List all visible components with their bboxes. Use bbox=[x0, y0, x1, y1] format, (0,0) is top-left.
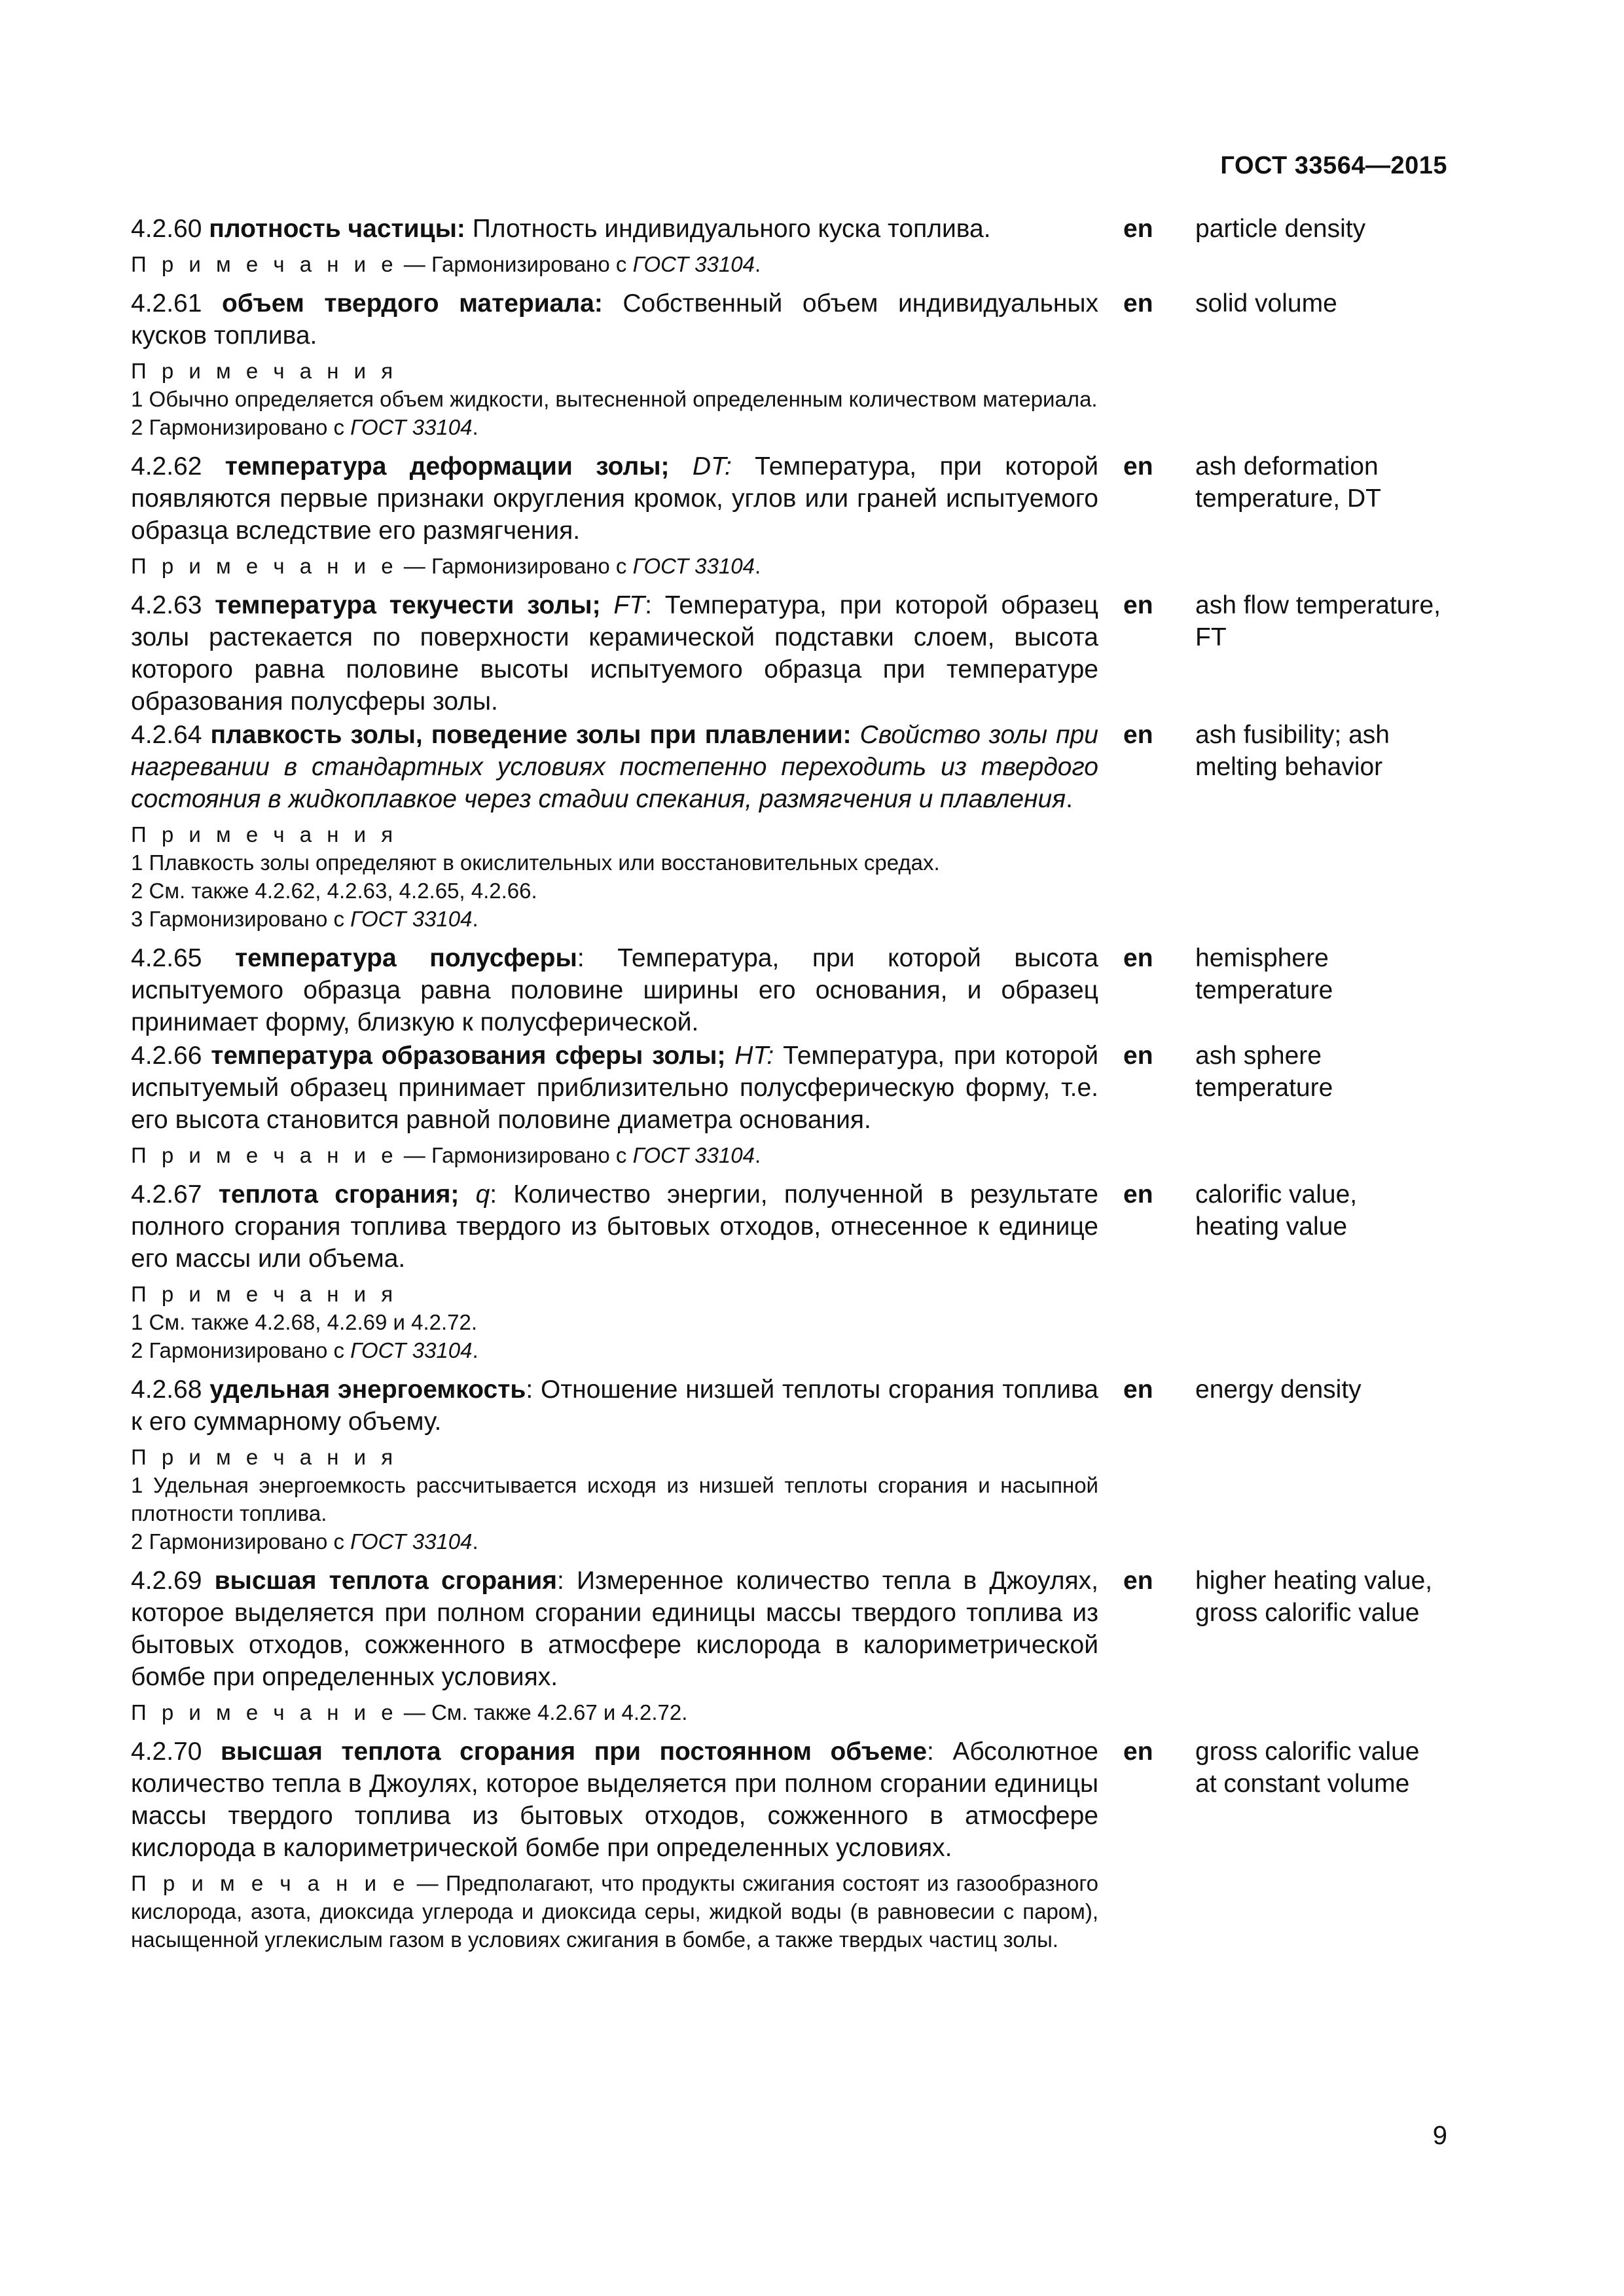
term-note: П р и м е ч а н и е — Гармонизировано с ГОСТ 33104. bbox=[131, 1143, 761, 1167]
term-notes: П р и м е ч а н и я 1 См. также 4.2.68, 4.2.69 и 4.2.72. 2 Гармонизировано с ГОСТ 33104. bbox=[131, 1282, 478, 1362]
term-note: П р и м е ч а н и е — Гармонизировано с ГОСТ 33104. bbox=[131, 554, 761, 578]
page-number: 9 bbox=[1432, 2121, 1447, 2150]
term-notes: П р и м е ч а н и я 1 Плавкость золы определяют в окислительных или восстановительных средах. 2 См. также 4.2.62, 4.2.63, 4.2.65, 4.2.66. 3 Гармонизировано с ГОСТ 33104. bbox=[131, 822, 940, 931]
term-definition: : Абсолютное количество тепла в Джоулях, которое выделяется при полном сгорании единицы массы твердого топлива из бытовых отходов, сожженного в атмосфере кислорода в калориметрической бомбе при определенных условиях. bbox=[131, 1738, 1098, 1862]
term-name: теплота сгорания; bbox=[218, 1180, 460, 1209]
language-label: en bbox=[1123, 591, 1153, 619]
english-equivalent: ash flow temperature, FT bbox=[1195, 591, 1441, 651]
gost-reference: ГОСТ 33104 bbox=[632, 1143, 755, 1167]
english-equivalent: ash fusibility; ash melting behavior bbox=[1195, 721, 1390, 781]
term-number: 4.2.64 bbox=[131, 721, 211, 749]
term-entry-4-2-69 bbox=[131, 1565, 1447, 1726]
gost-reference: ГОСТ 33104 bbox=[350, 1338, 473, 1362]
term-abbreviation: q bbox=[459, 1180, 490, 1209]
language-label: en bbox=[1123, 1376, 1153, 1404]
english-equivalent: calorific value, heating value bbox=[1195, 1180, 1358, 1241]
term-number: 4.2.69 bbox=[131, 1567, 215, 1595]
term-entry-4-2-68 bbox=[131, 1374, 1447, 1556]
term-definition: Свойство золы при нагревании в стандартных условиях постепенно переходить из твердого состояния в жидкоплавкое через стадии спекания, размягчения и плавления bbox=[131, 721, 1098, 813]
term-name: температура деформации золы; bbox=[225, 452, 670, 481]
term-note: П р и м е ч а н и е — Гармонизировано с ГОСТ 33104. bbox=[131, 252, 761, 276]
language-label: en bbox=[1123, 452, 1153, 481]
term-number: 4.2.63 bbox=[131, 591, 215, 619]
term-entry-4-2-63 bbox=[131, 589, 1447, 718]
term-definition: : Отношение низшей теплоты сгорания топлива к его суммарному объему. bbox=[131, 1376, 1098, 1436]
language-label: en bbox=[1123, 1567, 1153, 1595]
english-equivalent: particle density bbox=[1195, 215, 1366, 243]
language-label: en bbox=[1123, 1042, 1153, 1070]
term-definition: Плотность индивидуального куска топлива. bbox=[465, 215, 991, 243]
term-name: температура текучести золы; bbox=[215, 591, 601, 619]
english-equivalent: ash sphere temperature bbox=[1195, 1042, 1333, 1102]
term-abbreviation: DT: bbox=[669, 452, 732, 481]
gost-reference: ГОСТ 33104 bbox=[632, 554, 755, 578]
term-entry-4-2-70 bbox=[131, 1736, 1447, 1954]
term-definition: : Температура, при которой высота испытуемого образца равна половине ширины его основания, и образец принимает форму, близкую к полусферической. bbox=[131, 944, 1098, 1036]
term-definition: : Измеренное количество тепла в Джоулях, которое выделяется при полном сгорании единицы массы твердого топлива из бытовых отходов, сожженного в атмосфере кислорода в калориметрической бомбе при определенных условиях. bbox=[131, 1567, 1098, 1691]
gost-reference: ГОСТ 33104 bbox=[350, 415, 473, 439]
gost-reference: ГОСТ 33104 bbox=[350, 907, 473, 931]
term-entry-4-2-61 bbox=[131, 287, 1447, 441]
term-definition: : Температура, при которой образец золы растекается по поверхности керамической подставки слоем, высота которого равна половине высоты испытуемого образца при температуре образования полусферы золы. bbox=[131, 591, 1098, 716]
english-equivalent: gross calorific value at constant volume bbox=[1195, 1738, 1420, 1798]
term-name: температура полусферы bbox=[235, 944, 577, 972]
english-equivalent: ash deformation temperature, DT bbox=[1195, 452, 1381, 513]
term-entry-4-2-64: 4.2.64 плавкость золы, поведение золы при плавлении: Свойство золы при нагревании в стандартных условиях постепенно переходить из твердого состояния в жидкоплавкое через стадии спекания, размягчения и плавления. П р и м е ч а н и я 1 Плавкость золы определяют в окислительных или восстановительных средах. 2 См. также 4.2.62, 4.2.63, 4.2.65, 4.2.66. 3 Гармонизировано с ГОСТ 33104. en ash fusibility; ash melting behavior bbox=[131, 719, 1447, 933]
language-label: en bbox=[1123, 215, 1153, 243]
term-number: 4.2.70 bbox=[131, 1738, 221, 1766]
language-label: en bbox=[1123, 721, 1153, 749]
language-label: en bbox=[1123, 1180, 1153, 1209]
term-note: П р и м е ч а н и е — См. также 4.2.67 и 4.2.72. bbox=[131, 1700, 688, 1724]
term-number: 4.2.60 bbox=[131, 215, 209, 243]
term-definition: Температура, при которой испытуемый образец принимает приблизительно полусферическую форму, т.е. его высота становится равной половине диаметра основания. bbox=[131, 1042, 1098, 1134]
terms-list bbox=[131, 213, 1447, 1963]
term-definition: Собственный объем индивидуальных кусков топлива. bbox=[131, 289, 1098, 350]
english-equivalent: energy density bbox=[1195, 1376, 1362, 1404]
term-entry-4-2-62 bbox=[131, 450, 1447, 580]
document-header: ГОСТ 33564—2015 bbox=[1220, 152, 1447, 179]
term-name: плотность частицы: bbox=[209, 215, 465, 243]
term-name: температура образования сферы золы; bbox=[211, 1042, 726, 1070]
language-label: en bbox=[1123, 289, 1153, 318]
term-entry-4-2-60 bbox=[131, 213, 1447, 278]
term-definition: : Количество энергии, полученной в результате полного сгорания топлива твердого из бытовых отходов, отнесенное к единице его массы или объема. bbox=[131, 1180, 1098, 1273]
term-number: 4.2.65 bbox=[131, 944, 236, 972]
term-number: 4.2.62 bbox=[131, 452, 225, 481]
term-name: высшая теплота сгорания bbox=[214, 1567, 558, 1595]
term-name: объем твердого материала: bbox=[221, 289, 603, 318]
english-equivalent: higher heating value, gross calorific value bbox=[1195, 1567, 1433, 1627]
term-abbreviation: HT: bbox=[725, 1042, 774, 1070]
term-notes: П р и м е ч а н и я 1 Удельная энергоемкость рассчитывается исходя из низшей теплоты сгорания и насыпной плотности топлива. 2 Гармонизировано с ГОСТ 33104. bbox=[131, 1445, 1098, 1554]
term-entry-4-2-66 bbox=[131, 1040, 1447, 1169]
term-number: 4.2.68 bbox=[131, 1376, 210, 1404]
term-name: удельная энергоемкость bbox=[209, 1376, 526, 1404]
term-abbreviation: FT bbox=[600, 591, 645, 619]
language-label: en bbox=[1123, 944, 1153, 972]
english-equivalent: solid volume bbox=[1195, 289, 1337, 318]
term-note: П р и м е ч а н и е — Предполагают, что продукты сжигания состоят из газообразного кислорода, азота, диоксида углерода и диоксида серы, жидкой воды (в равновесии с паром), насыщенной углекислым газом в условиях сжигания в бомбе, а также твердых частиц золы. bbox=[131, 1871, 1099, 1952]
term-number: 4.2.66 bbox=[131, 1042, 211, 1070]
term-name: плавкость золы, поведение золы при плавлении: bbox=[210, 721, 852, 749]
term-entry-4-2-65 bbox=[131, 942, 1447, 1038]
term-name: высшая теплота сгорания при постоянном объеме bbox=[220, 1738, 928, 1766]
gost-reference: ГОСТ 33104 bbox=[632, 252, 755, 276]
term-number: 4.2.67 bbox=[131, 1180, 219, 1209]
gost-reference: ГОСТ 33104 bbox=[350, 1529, 473, 1554]
term-entry-4-2-67 bbox=[131, 1178, 1447, 1364]
term-definition: Температура, при которой появляются первые признаки округления кромок, углов или граней испытуемого образца вследствие его размягчения. bbox=[131, 452, 1098, 545]
term-number: 4.2.61 bbox=[131, 289, 222, 318]
english-equivalent: hemisphere temperature bbox=[1195, 944, 1333, 1004]
language-label: en bbox=[1123, 1738, 1153, 1766]
term-notes: П р и м е ч а н и я 1 Обычно определяется объем жидкости, вытесненной определенным количеством материала. 2 Гармонизировано с ГОСТ 33104. bbox=[131, 359, 1098, 439]
